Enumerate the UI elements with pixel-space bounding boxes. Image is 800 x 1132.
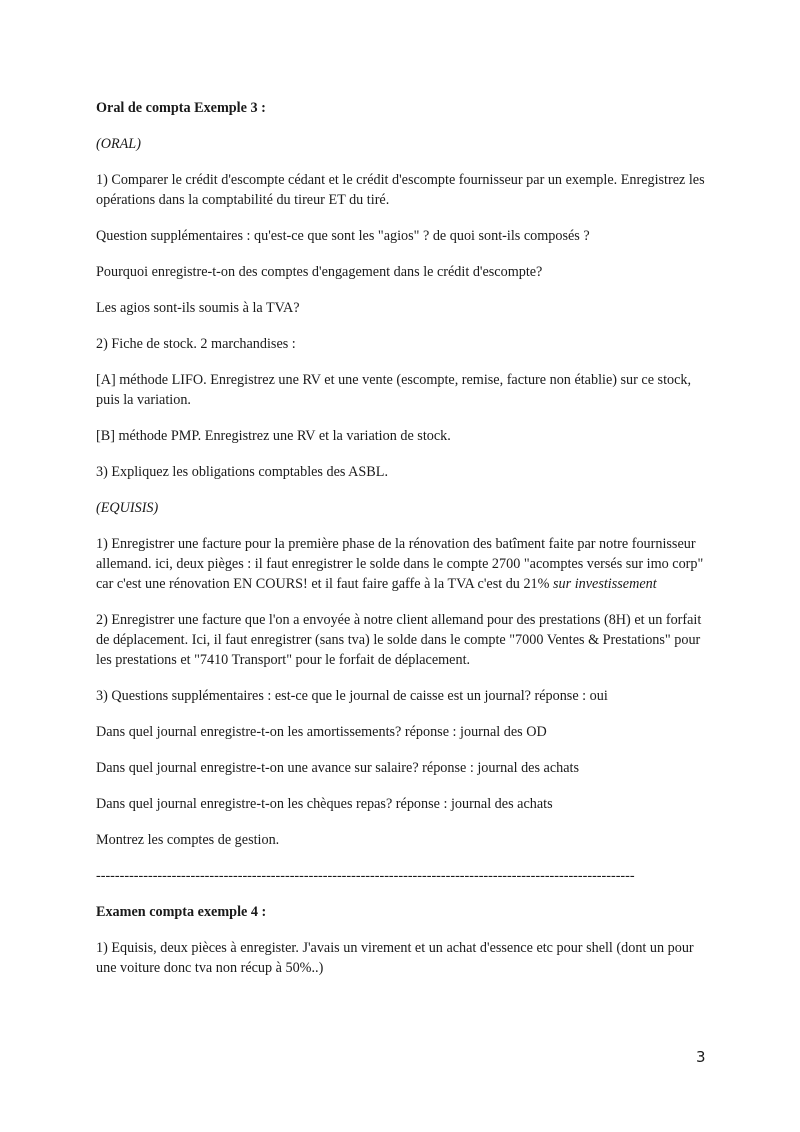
equisis-amortissements: Dans quel journal enregistre-t-on les amortissements? réponse : journal des OD xyxy=(96,724,547,740)
equisis-comptes-gestion: Montrez les comptes de gestion. xyxy=(96,832,280,848)
engagement-question: Pourquoi enregistre-t-on des comptes d'engagement dans le crédit d'escompte? xyxy=(96,264,543,280)
question-2b-pmp: [B] méthode PMP. Enregistrez une RV et la variation de stock. xyxy=(96,428,451,444)
equisis-item-1 xyxy=(96,534,708,594)
oral-label: (ORAL) xyxy=(96,136,141,152)
exam-item-1: 1) Equisis, deux pièces à enregister. J'avais un virement et un achat d'essence etc pour shell (dont un pour une voiture donc tva non récup à 50%..) xyxy=(96,940,694,976)
section-title-oral-example-3: Oral de compta Exemple 3 : xyxy=(96,100,266,116)
equisis-item-3: 3) Questions supplémentaires : est-ce que le journal de caisse est un journal? réponse : oui xyxy=(96,688,608,704)
page-number: 3 xyxy=(696,1048,706,1066)
question-2a-lifo: [A] méthode LIFO. Enregistrez une RV et une vente (escompte, remise, facture non établie) sur ce stock, puis la variation. xyxy=(96,372,692,408)
supplementary-question: Question supplémentaires : qu'est-ce que sont les "agios" ? de quoi sont-ils composés ? xyxy=(96,228,590,244)
document-body xyxy=(96,98,708,994)
section-title-exam-example-4: Examen compta exemple 4 : xyxy=(96,904,267,920)
question-2: 2) Fiche de stock. 2 marchandises : xyxy=(96,336,296,352)
question-3-asbl: 3) Expliquez les obligations comptables des ASBL. xyxy=(96,464,388,480)
agios-tva-question: Les agios sont-ils soumis à la TVA? xyxy=(96,300,300,316)
equisis-item-2: 2) Enregistrer une facture que l'on a envoyée à notre client allemand pour des prestations (8H) et un forfait de déplacement. Ici, il faut enregistrer (sans tva) le solde dans le compte "7000 Ventes & Prestations" pour les prestations et "7410 Transport" pour le forfait de déplacement. xyxy=(96,612,702,668)
equisis-avance-salaire: Dans quel journal enregistre-t-on une avance sur salaire? réponse : journal des achats xyxy=(96,760,579,776)
equisis-item-1-text: 1) Enregistrer une facture pour la première phase de la rénovation des batîment faite par notre fournisseur allemand. ici, deux pièges : il faut enregistrer le solde dans le compte 2700 "acomptes versés sur imo corp" car c'est une rénovation EN COURS! et il faut faire gaffe à la TVA c'est du 21% xyxy=(96,536,704,592)
equisis-label: (EQUISIS) xyxy=(96,500,159,516)
section-separator: ------------------------------------------------------------------------------------------------------------------ xyxy=(96,868,635,884)
equisis-cheques-repas: Dans quel journal enregistre-t-on les chèques repas? réponse : journal des achats xyxy=(96,796,553,812)
equisis-item-1-italic: sur investissement xyxy=(553,576,657,592)
question-1: 1) Comparer le crédit d'escompte cédant et le crédit d'escompte fournisseur par un exemple. Enregistrez les opérations dans la comptabilité du tireur ET du tiré. xyxy=(96,172,705,208)
